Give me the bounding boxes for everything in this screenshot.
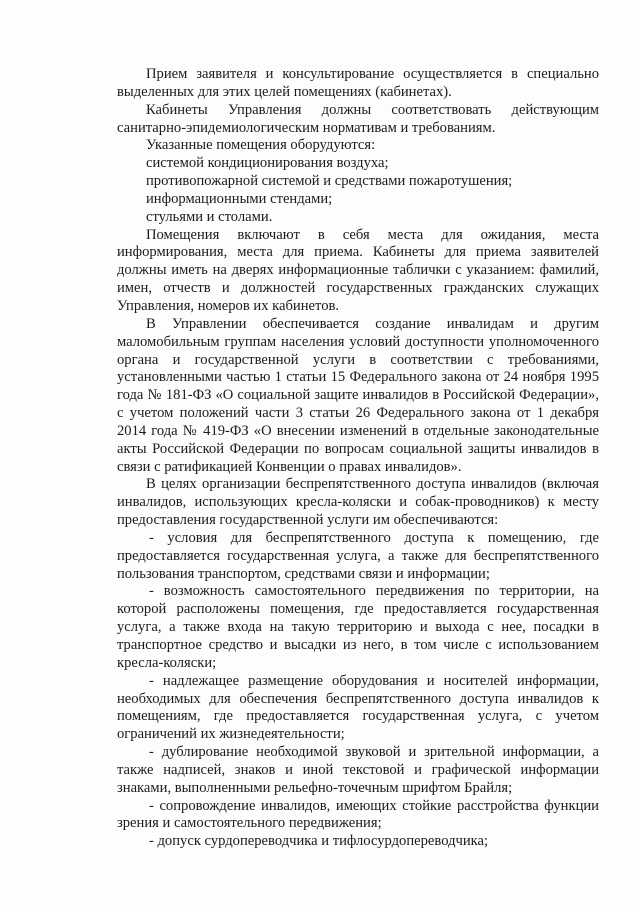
paragraph-accessibility-law: В Управлении обеспечивается создание инвалидам и другим маломобильным группам населения условий доступности уполномоченного органа и государственной услуги в соответствии с требованиями, установленными частью 1 статьи 15 Федерального закона от 24 ноября 1995 года № 181-ФЗ «О социальной защите инвалидов в Российской Федерации», с учетом положений части 3 статьи 26 Федерального закона от 1 декабря 2014 года № 419-ФЗ «О внесении изменений в отдельные законодательные акты Российской Федерации по вопросам социальной защиты инвалидов в связи с ратификацией Конвенции о правах инвалидов». (117, 315, 599, 475)
paragraph-reception: Прием заявителя и консультирование осуществляется в специально выделенных для этих целей помещениях (кабинетах). (117, 66, 599, 100)
paragraph-offices-requirements: Кабинеты Управления должны соответствовать действующим санитарно-эпидемиологическим нормативам и требованиям. (117, 101, 599, 136)
list-item-interpreter-admission: - допуск сурдопереводчика и тифлосурдопереводчика; (149, 833, 489, 850)
equipment-item-fire-safety: противопожарной системой и средствами пожаротушения; (146, 173, 513, 190)
list-item-braille-duplication: - дублирование необходимой звуковой и зрительной информации, а также надписей, знаков и иной текстовой и графической информации знаками, выполненными рельефно-точечным шрифтом Брайля; (117, 744, 599, 796)
equipment-item-air-conditioning: системой кондиционирования воздуха; (146, 155, 389, 172)
document-body (117, 66, 599, 851)
list-item-access-conditions: - условия для беспрепятственного доступа к помещению, где предоставляется государственная услуга, а также для беспрепятственного пользования транспортом, средствами связи и информации; (117, 529, 599, 582)
paragraph-premises-places: Помещения включают в себя места для ожидания, места информирования, места для приема. Кабинеты для приема заявителей должны иметь на дверях информационные таблички с указанием: фамилий, имен, отчеств и должностей государственных гражданских служащих Управления, номеров их кабинетов. (117, 226, 599, 314)
equipment-item-info-stands: информационными стендами; (146, 190, 333, 207)
equipment-item-chairs-tables: стульями и столами. (146, 208, 273, 225)
paragraph-equipment-intro: Указанные помещения оборудуются: (146, 137, 376, 154)
list-item-independent-movement: - возможность самостоятельного передвижения по территории, на которой расположены помещения, где предоставляется государственная услуга, а также входа на такую территорию и выхода с нее, посадки в транспортное средство и высадки из него, в том числе с использованием кресла-коляски; (117, 583, 599, 671)
paragraph-unobstructed-access: В целях организации беспрепятственного доступа инвалидов (включая инвалидов, использующих кресла-коляски и собак-проводников) к месту предоставления государственной услуги им обеспечиваются: (117, 476, 599, 529)
list-item-equipment-placement: - надлежащее размещение оборудования и носителей информации, необходимых для обеспечения беспрепятственного доступа инвалидов к помещениям, где предоставляется государственная услуга, с учетом ограничений их жизнедеятельности; (117, 672, 599, 743)
list-item-escort: - сопровождение инвалидов, имеющих стойкие расстройства функции зрения и самостоятельного передвижения; (117, 797, 599, 832)
